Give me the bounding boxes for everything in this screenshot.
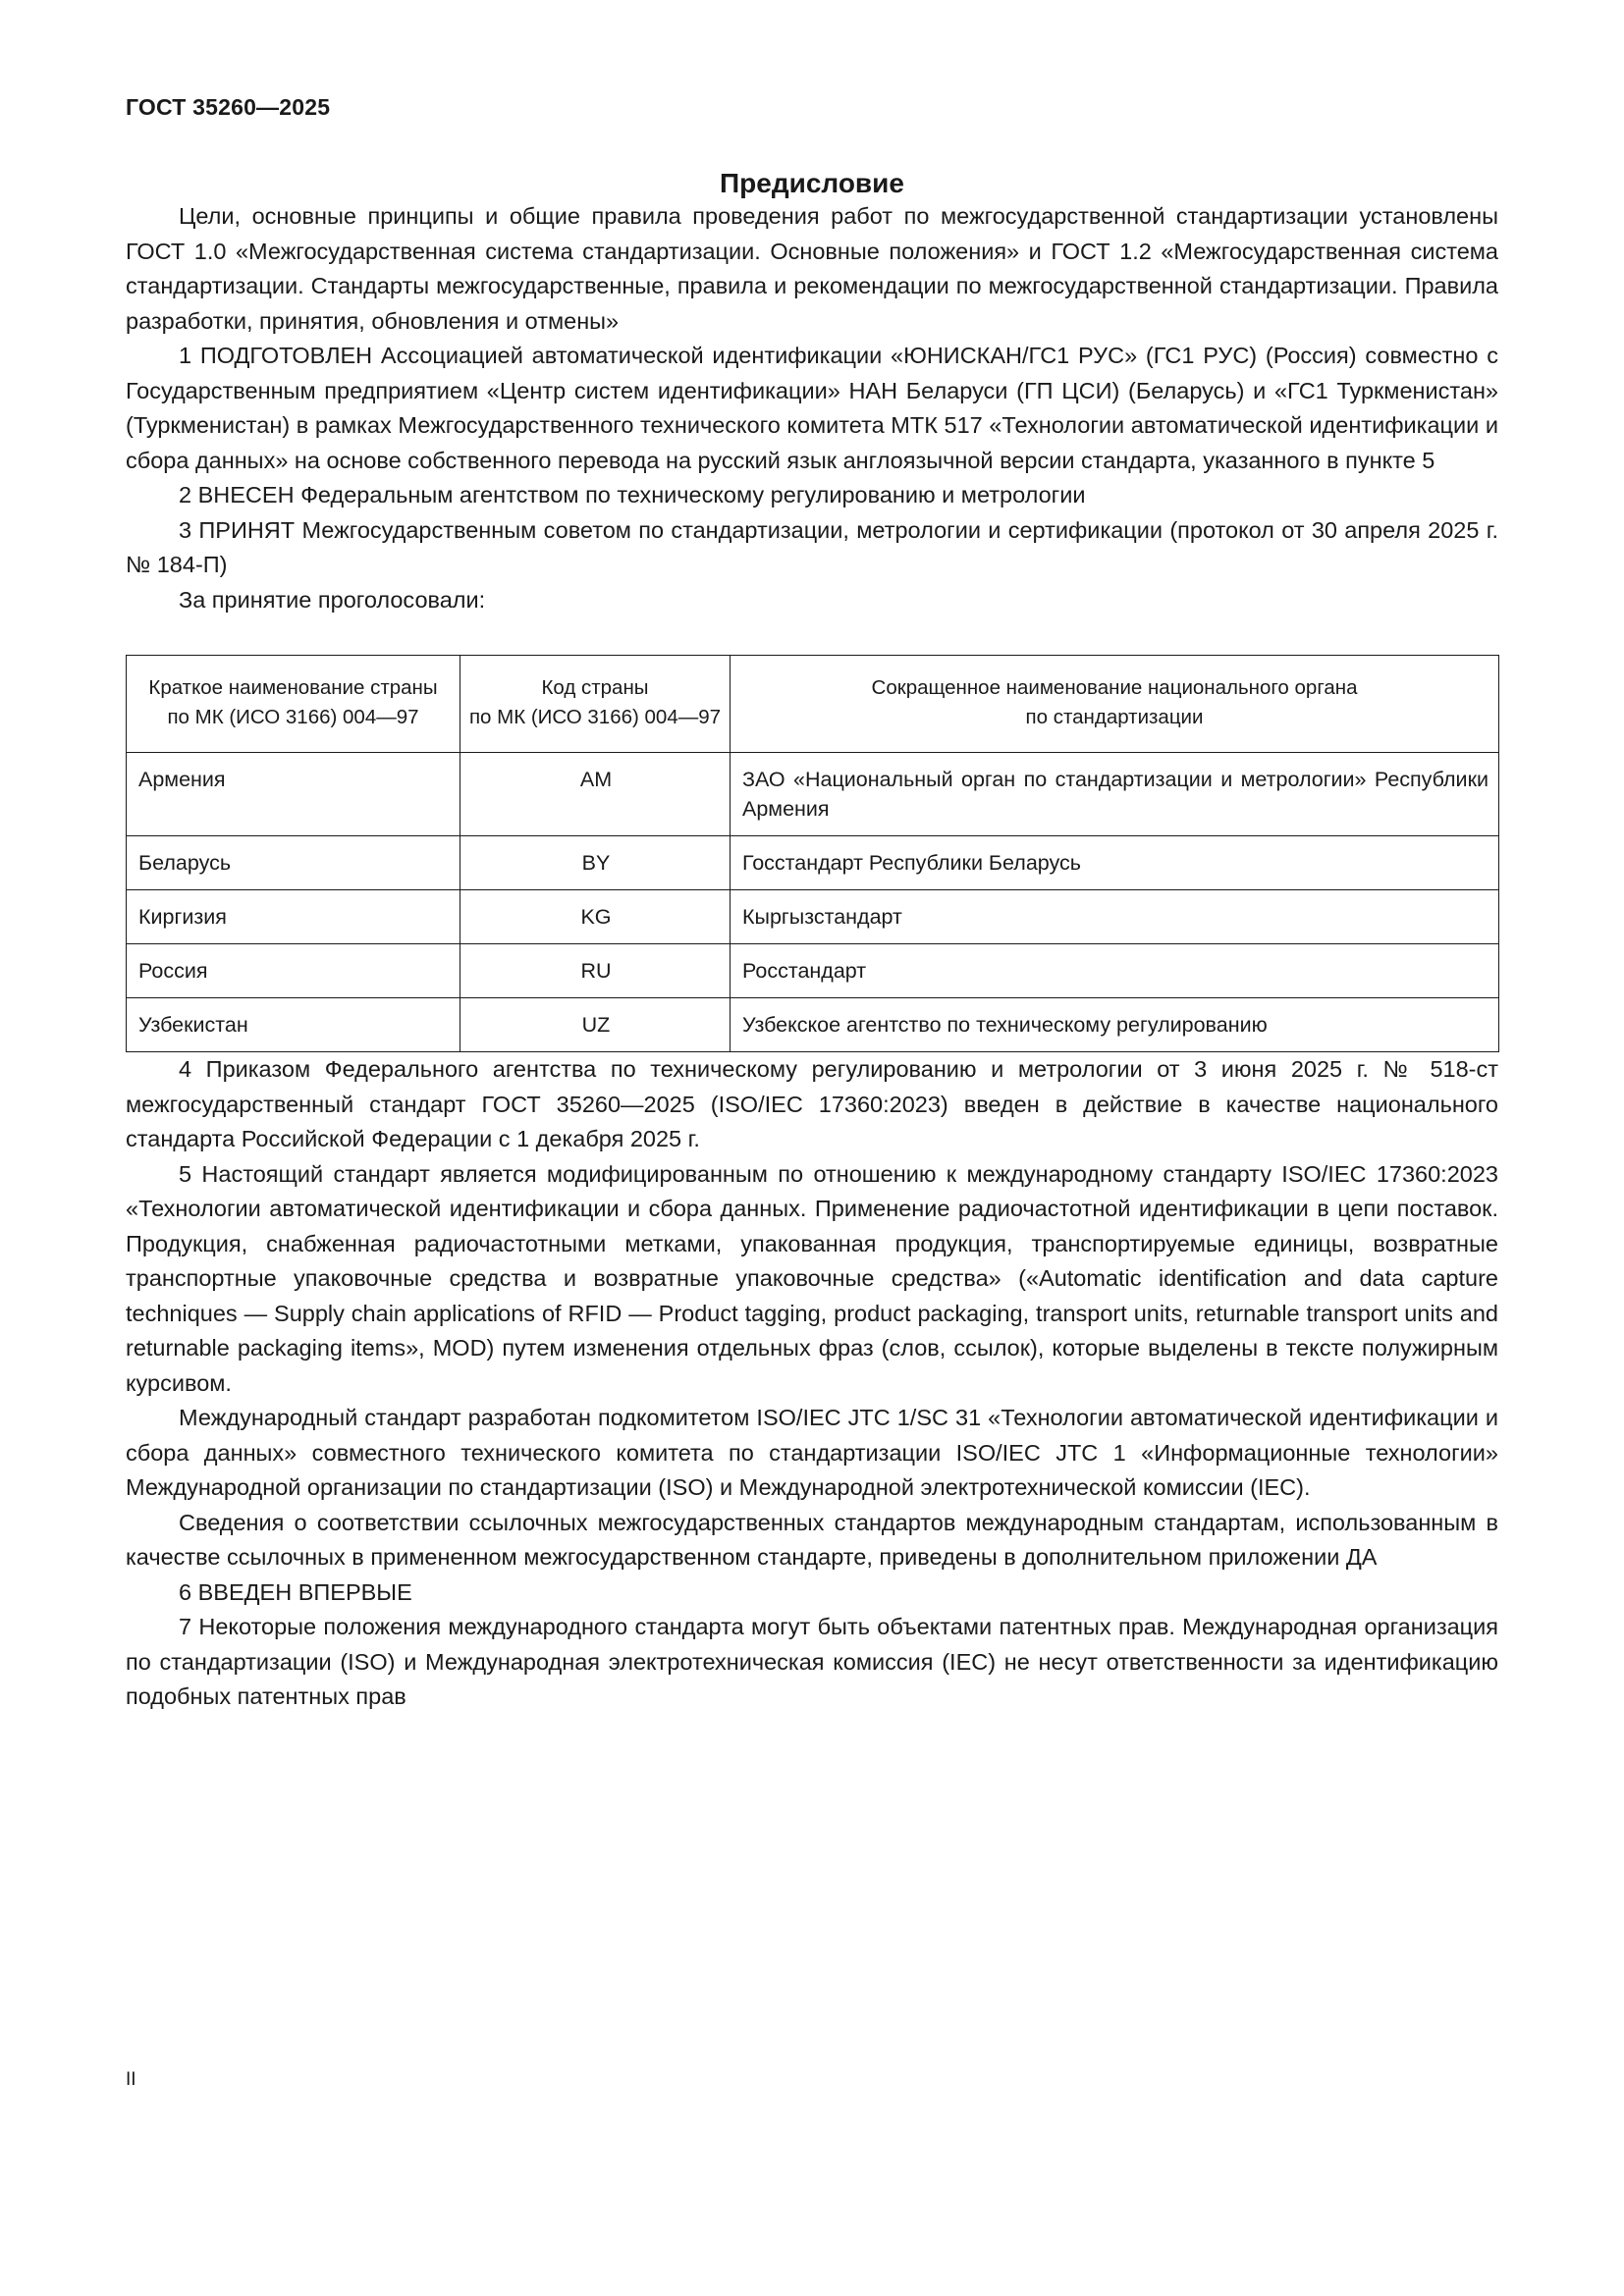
column-header-country xyxy=(127,656,460,753)
cell-organization: Росстандарт xyxy=(731,944,1499,998)
foreword-intro-paragraph: Цели, основные принципы и общие правила проведения работ по межгосударственной стандартизации установлены ГОСТ 1.0 «Межгосударственная система стандартизации. Основные положения» и ГОСТ 1.2 «Межгосударственная система стандартизации. Стандарты межгосударственные, правила и рекомендации по межгосударственной стандартизации. Правила разработки, принятия, обновления и отмены» xyxy=(126,203,1498,334)
vote-table-caption: За принятие проголосовали: xyxy=(179,586,486,613)
foreword-item-4: 4 Приказом Федерального агентства по техническому регулированию и метрологии от 3 июня 2025 г. № 518-ст межгосударственный стандарт ГОСТ 35260—2025 (ISO/IEC 17360:2023) введен в действие в качестве национального стандарта Российской Федерации с 1 декабря 2025 г. xyxy=(126,1056,1498,1152)
cell-organization: Узбекское агентство по техническому регулированию xyxy=(731,998,1499,1052)
column-header-organization-line2: по стандартизации xyxy=(1025,706,1204,729)
column-header-country-line1: Краткое наименование страны xyxy=(148,676,438,700)
foreword-item-5-references: Сведения о соответствии ссылочных межгосударственных стандартов международным стандартам, использованным в качестве ссылочных в примененном межгосударственном стандарте, приведены в дополнительном приложении ДА xyxy=(126,1509,1498,1571)
table-row xyxy=(127,944,1499,998)
cell-organization: ЗАО «Национальный орган по стандартизации и метрологии» Республики Армения xyxy=(731,753,1499,836)
table-row xyxy=(127,890,1499,944)
foreword-item-6: 6 ВВЕДЕН ВПЕРВЫЕ xyxy=(179,1578,412,1605)
foreword-item-5: 5 Настоящий стандарт является модифицированным по отношению к международному стандарту ISO/IEC 17360:2023 «Технологии автоматической идентификации и сбора данных. Применение радиочастотной идентификации в цепи поставок. Продукция, снабженная радиочастотными метками, упакованная продукция, транспортируемые единицы, возвратные транспортные упаковочные средства и возвратные упаковочные средства» («Automatic identification and data capture techniques — Supply chain applications of RFID — Product tagging, product packaging, transport units, returnable transport units and returnable packaging items», MOD) путем изменения отдельных фраз (слов, ссылок), которые выделены в тексте полужирным курсивом. xyxy=(126,1160,1498,1396)
foreword-item-7: 7 Некоторые положения международного стандарта могут быть объектами патентных прав. Международная организация по стандартизации (ISO) и Международная электротехническая комиссия (IEC) не несут ответственности за идентификацию подобных патентных прав xyxy=(126,1614,1498,1710)
cell-country: Киргизия xyxy=(127,890,460,944)
foreword-item-1: 1 ПОДГОТОВЛЕН Ассоциацией автоматической идентификации «ЮНИСКАН/ГС1 РУС» (ГС1 РУС) (Россия) совместно с Государственным предприятием «Центр систем идентификации» НАН Беларуси (ГП ЦСИ) (Беларусь) и «ГС1 Туркменистан» (Туркменистан) в рамках Межгосударственного технического комитета МТК 517 «Технологии автоматической идентификации и сбора данных» на основе собственного перевода на русский язык англоязычной версии стандарта, указанного в пункте 5 xyxy=(126,343,1498,473)
cell-country: Армения xyxy=(127,753,460,836)
cell-code: UZ xyxy=(460,998,731,1052)
running-head: ГОСТ 35260—2025 xyxy=(126,94,331,120)
vote-table xyxy=(126,655,1499,1052)
foreword-item-5-subcommittee: Международный стандарт разработан подкомитетом ISO/IEC JTC 1/SC 31 «Технологии автоматической идентификации и сбора данных» совместного технического комитета по стандартизации ISO/IEC JTC 1 «Информационные технологии» Международной организации по стандартизации (ISO) и Международной электротехнической комиссии (IEC). xyxy=(126,1405,1498,1501)
cell-organization: Госстандарт Республики Беларусь xyxy=(731,836,1499,890)
column-header-organization-line1: Сокращенное наименование национального органа xyxy=(871,676,1358,700)
table-row xyxy=(127,836,1499,890)
cell-country: Беларусь xyxy=(127,836,460,890)
page-title: Предисловие xyxy=(720,167,904,198)
vote-table-body xyxy=(127,753,1499,1052)
column-header-organization xyxy=(731,656,1499,753)
page-content xyxy=(126,94,1498,1715)
foreword-item-3: 3 ПРИНЯТ Межгосударственным советом по стандартизации, метрологии и сертификации (протокол от 30 апреля 2025 г. № 184-П) xyxy=(126,516,1498,578)
table-row xyxy=(127,998,1499,1052)
foreword-item-2: 2 ВНЕСЕН Федеральным агентством по техническому регулированию и метрологии xyxy=(179,482,1086,508)
column-header-country-line2: по МК (ИСО 3166) 004—97 xyxy=(167,706,419,729)
column-header-code-line2: по МК (ИСО 3166) 004—97 xyxy=(468,706,722,729)
column-header-code-line1: Код страны xyxy=(541,676,649,700)
column-header-code xyxy=(460,656,731,753)
vote-table-head xyxy=(127,656,1499,753)
table-row xyxy=(127,753,1499,836)
cell-code: KG xyxy=(460,890,731,944)
table-header-row xyxy=(127,656,1499,753)
cell-code: AM xyxy=(460,753,731,836)
page-number: II xyxy=(126,2069,136,2090)
cell-code: BY xyxy=(460,836,731,890)
cell-country: Россия xyxy=(127,944,460,998)
cell-code: RU xyxy=(460,944,731,998)
cell-organization: Кыргызстандарт xyxy=(731,890,1499,944)
cell-country: Узбекистан xyxy=(127,998,460,1052)
